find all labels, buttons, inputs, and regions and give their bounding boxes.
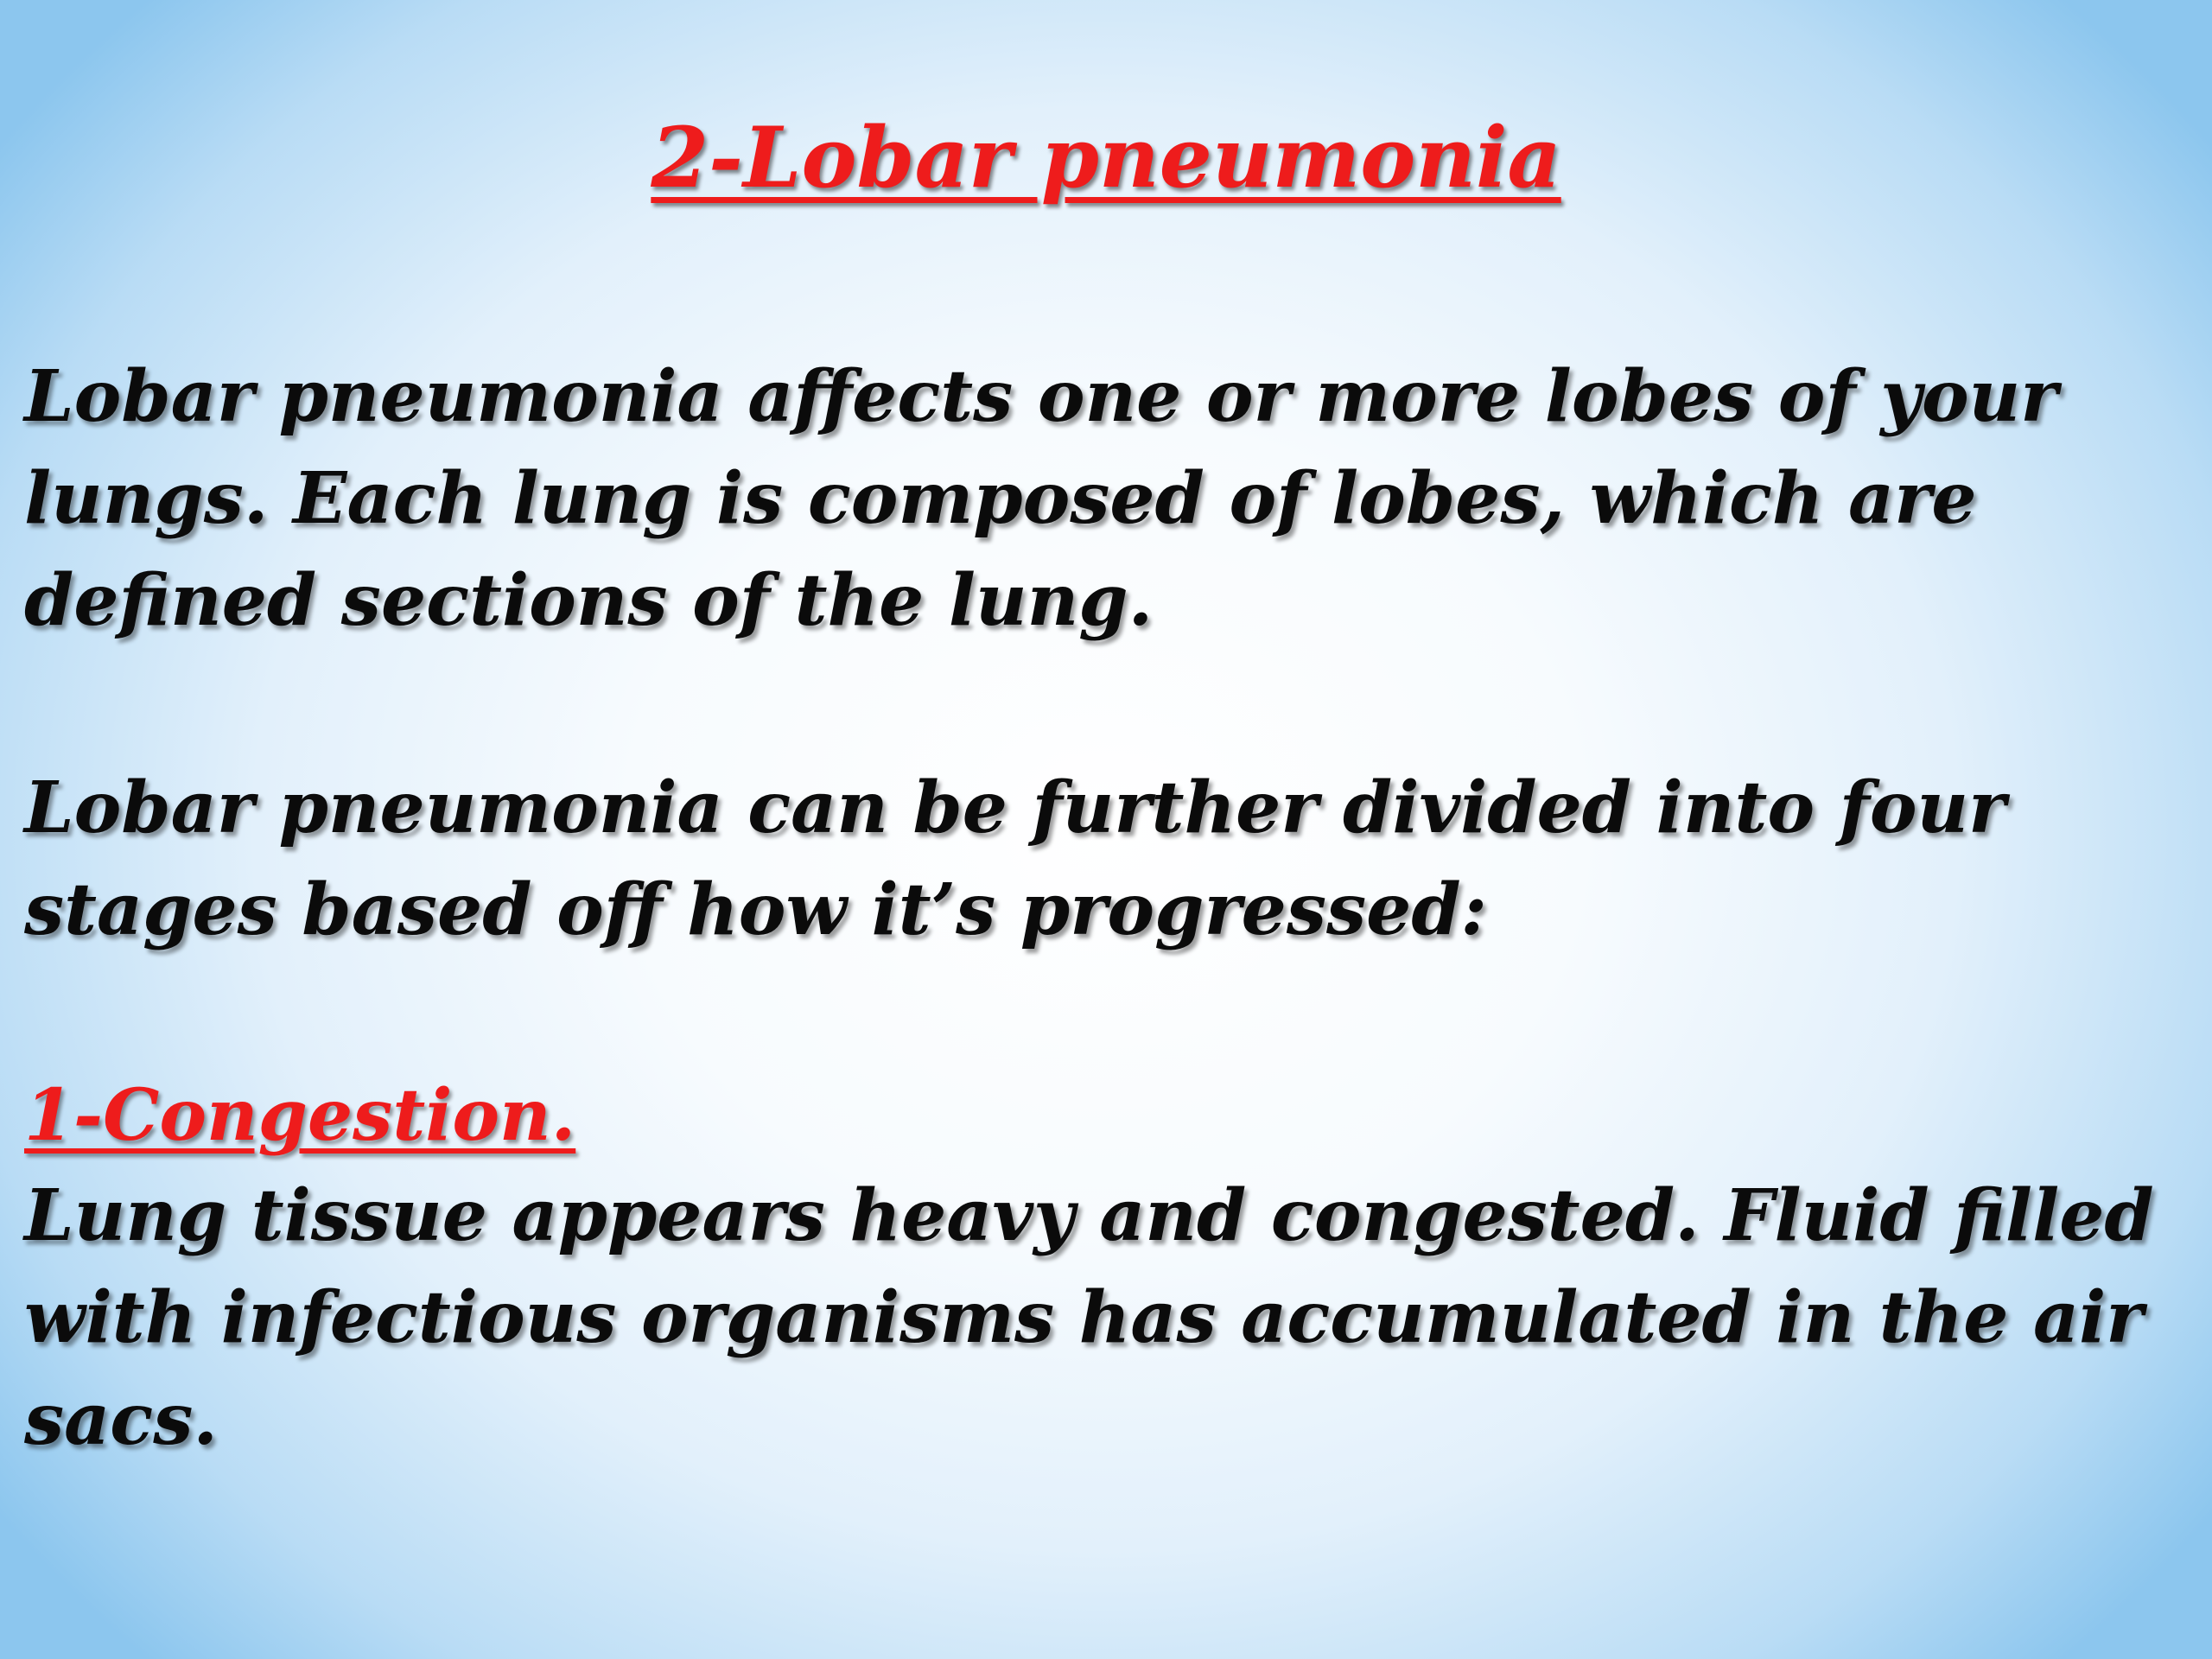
- paragraph-lobar-definition: Lobar pneumonia affects one or more lobes of your lungs. Each lung is composed of lobes, which are defined sections of the lung.: [24, 355, 2058, 642]
- paragraph-stages-intro: Lobar pneumonia can be further divided into four stages based off how it’s progressed:: [24, 766, 2006, 951]
- paragraph-congestion-description: Lung tissue appears heavy and congested. Fluid filled with infectious organisms has accumulated in the air sacs.: [24, 1174, 2154, 1461]
- slide-title: 2-Lobar pneumonia: [651, 109, 1561, 207]
- stage-heading-congestion: 1-Congestion.: [24, 1074, 576, 1157]
